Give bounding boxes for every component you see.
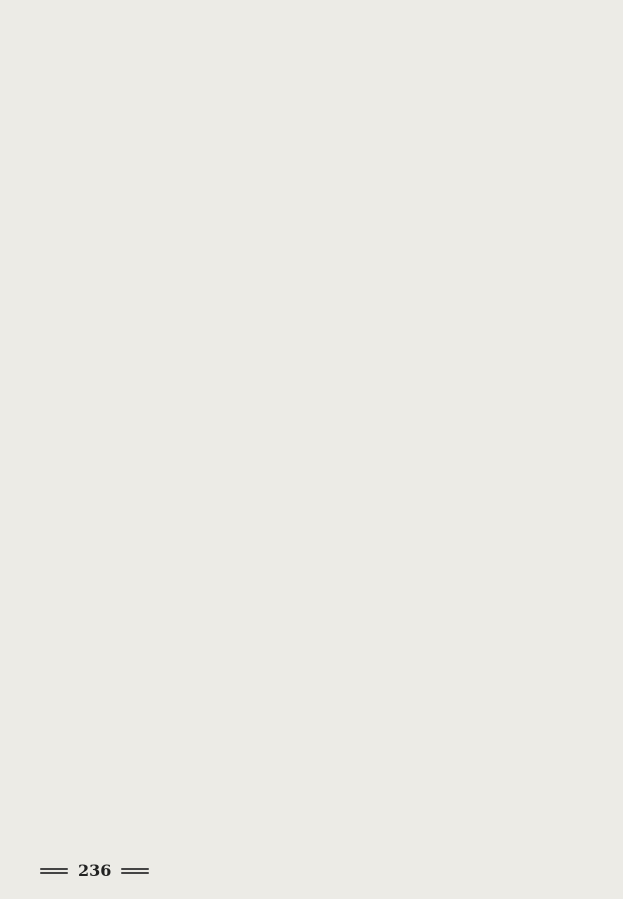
page-number: 236 bbox=[78, 860, 112, 880]
page-footer bbox=[40, 858, 149, 882]
right-column bbox=[313, 38, 571, 854]
ornament-left-icon bbox=[40, 865, 68, 875]
ornament-right-icon bbox=[121, 865, 149, 875]
left-column bbox=[40, 38, 290, 854]
